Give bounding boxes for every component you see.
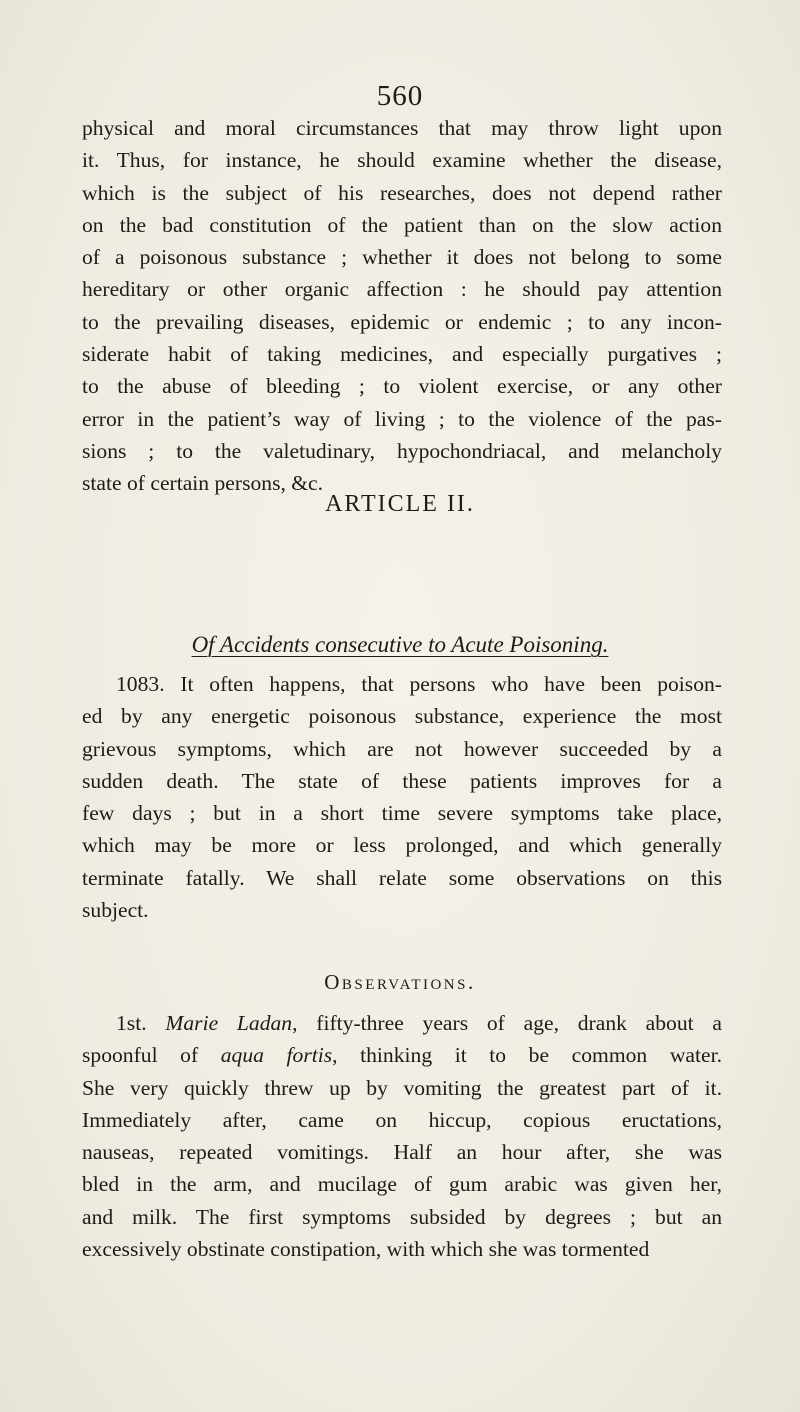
text-line	[82, 1007, 722, 1039]
text-line: She very quickly threw up by vomiting the greatest part of it.	[82, 1075, 722, 1100]
text-line: bled in the arm, and mucilage of gum arabic was given her,	[82, 1172, 722, 1197]
text-line: sions ; to the valetudinary, hypochondriacal, and melancholy	[82, 438, 722, 463]
text-line	[82, 1039, 722, 1071]
section-1083-paragraph	[82, 668, 722, 926]
text-line: error in the patient’s way of living ; to the violence of the pas-	[82, 406, 722, 431]
observations-heading: Observations.	[324, 970, 476, 994]
text-segment: , thinking it to be common water.	[332, 1043, 722, 1068]
text-line: grievous symptoms, which are not however succeeded by a	[82, 736, 722, 761]
text-line: to the abuse of bleeding ; to violent exercise, or any other	[82, 374, 722, 399]
patient-name: Marie Ladan	[165, 1011, 293, 1035]
text-line: which is the subject of his researches, does not depend rather	[82, 180, 722, 205]
observation-1-paragraph	[82, 1007, 722, 1265]
substance-name: aqua fortis	[220, 1043, 333, 1068]
text-line: hereditary or other organic affection : he should pay attention	[82, 277, 722, 302]
article-subtitle	[0, 632, 800, 658]
text-segment: spoonful of	[82, 1043, 221, 1068]
text-line: Immediately after, came on hiccup, copious eructations,	[82, 1107, 722, 1132]
observation-number: 1st.	[116, 1011, 147, 1035]
text-line: it. Thus, for instance, he should examine whether the disease,	[82, 148, 722, 173]
text-line: 1083. It often happens, that persons who have been poison-	[116, 672, 722, 696]
text-line: which may be more or less prolonged, and which generally	[82, 833, 722, 858]
text-line: on the bad constitution of the patient than on the slow action	[82, 212, 722, 237]
text-line: subject.	[82, 898, 149, 923]
article-heading: ARTICLE II.	[325, 491, 475, 517]
text-line: to the prevailing diseases, epidemic or endemic ; to any incon-	[82, 309, 722, 334]
text-line: state of certain persons, &c.	[82, 471, 324, 496]
page-number: 560	[376, 80, 424, 112]
intro-paragraph	[82, 112, 722, 500]
text-line: few days ; but in a short time severe symptoms take place,	[82, 801, 722, 826]
text-line: terminate fatally. We shall relate some observations on this	[82, 865, 722, 890]
article-subtitle-text: Of Accidents consecutive to Acute Poisoning.	[191, 632, 609, 657]
text-line: and milk. The first symptoms subsided by degrees ; but an	[82, 1204, 722, 1229]
text-line: ed by any energetic poisonous substance, experience the most	[82, 704, 722, 729]
text-line: sudden death. The state of these patients improves for a	[82, 768, 722, 793]
text-line: siderate habit of taking medicines, and especially purgatives ;	[82, 342, 722, 367]
text-line: of a poisonous substance ; whether it does not belong to some	[82, 245, 722, 270]
text-line: nauseas, repeated vomitings. Half an hour after, she was	[82, 1140, 722, 1165]
text-segment: , fifty-three years of age, drank about a	[292, 1011, 722, 1035]
text-line: excessively obstinate constipation, with which she was tormented	[82, 1237, 650, 1262]
text-line: physical and moral circumstances that may throw light upon	[82, 116, 722, 140]
